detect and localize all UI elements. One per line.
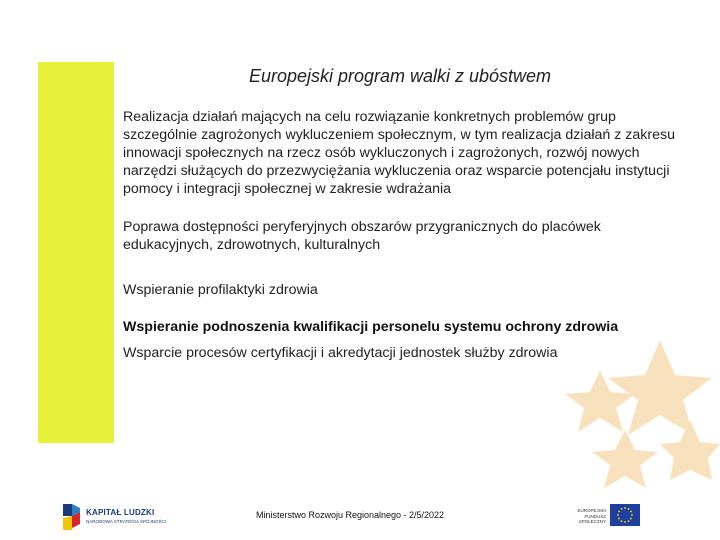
paragraph-border-access: Poprawa dostępności peryferyjnych obszarów przygranicznych do placówek edukacyjnych, zdrowotnych, kulturalnych: [123, 219, 601, 253]
eu-flag-icon: [610, 504, 640, 526]
paragraph-health-certification: Wsparcie procesów certyfikacji i akredytacji jednostek służby zdrowia: [123, 345, 558, 361]
kapital-ludzki-logo: [60, 502, 167, 534]
slide-title: Europejski program walki z ubóstwem: [248, 66, 552, 86]
paragraph-health-prevention: Wspieranie profilaktyki zdrowia: [123, 282, 318, 298]
paragraph-social-exclusion: Realizacja działań mających na celu rozwiązanie konkretnych problemów grup szczególnie zagrożonych wykluczeniem społecznym, w tym realizacja działań z zakresu innowacji społecznych na rzecz osób wykluczonych i zagrożonych, rozwój nowych narzędzi służących do przezwyciężania wykluczenia oraz wsparcie potencjału instytucji pomocy i integracji społecznej w zakresie wdrażania: [123, 109, 675, 197]
slide-content: [123, 108, 678, 362]
kapital-ludzki-mark-icon: [60, 502, 82, 532]
footer-text: Ministerstwo Rozwoju Regionalnego - 2/5/2022: [255, 510, 445, 520]
accent-side-bar: [38, 62, 114, 443]
kapital-ludzki-subtitle: NARODOWA STRATEGIA SPÓJNOŚCI: [86, 519, 167, 524]
kapital-ludzki-name: KAPITAŁ LUDZKI: [86, 508, 155, 517]
eu-logo: [562, 504, 642, 530]
eu-fund-label: EUROPEJSKI FUNDUSZ SPOŁECZNY: [577, 508, 606, 524]
paragraph-health-staff-qualifications: Wspieranie podnoszenia kwalifikacji personelu systemu ochrony zdrowia: [123, 319, 619, 335]
